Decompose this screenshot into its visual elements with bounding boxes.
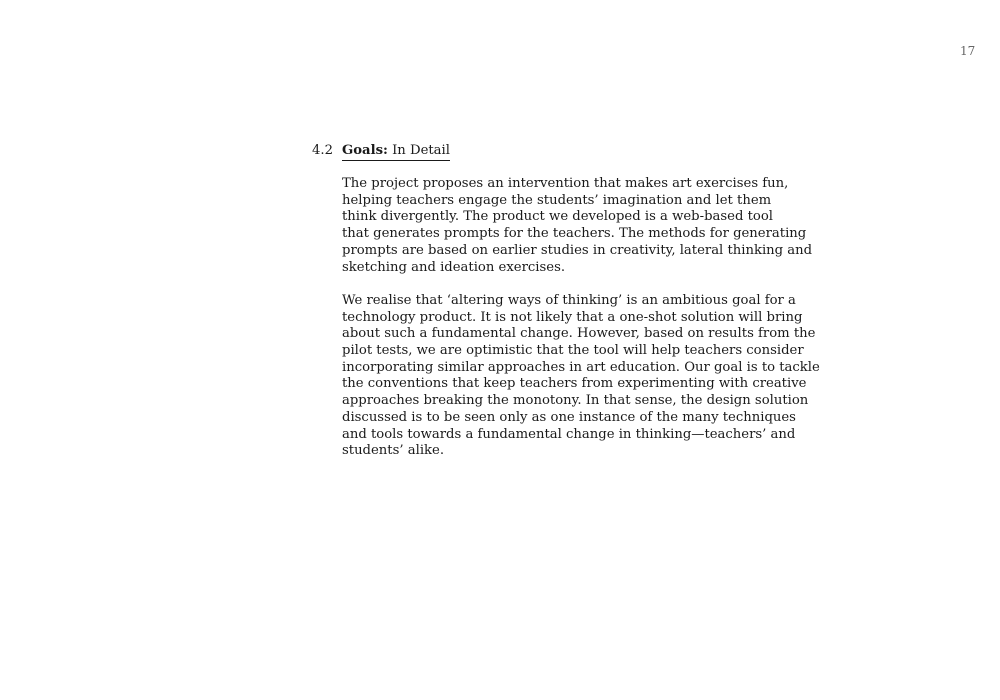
text-line: sketching and ideation exercises. — [342, 259, 566, 275]
text-line: approaches breaking the monotony. In that sense, the design solution — [342, 393, 809, 409]
text-line: incorporating similar approaches in art education. Our goal is to tackle — [342, 359, 820, 375]
page-number: 17 — [960, 44, 976, 58]
section-heading-title: In Detail — [387, 143, 450, 158]
paragraph-intro — [342, 176, 813, 276]
text-line: pilot tests, we are optimistic that the tool will help teachers consider — [342, 343, 804, 359]
text-line: think divergently. The product we developed is a web-based tool — [342, 209, 773, 225]
text-line: students’ alike. — [342, 443, 445, 459]
section-number: 4.2 — [312, 143, 333, 158]
text-line: We realise that ‘altering ways of thinking’ is an ambitious goal for a — [342, 292, 796, 308]
text-line: technology product. It is not likely that a one-shot solution will bring — [342, 309, 803, 325]
section-heading-label: Goals: — [342, 143, 388, 158]
section-heading — [342, 143, 450, 161]
text-line: prompts are based on earlier studies in creativity, lateral thinking and — [342, 242, 813, 258]
body-text — [342, 176, 820, 477]
text-line: helping teachers engage the students’ imagination and let them — [342, 192, 772, 208]
text-line: and tools towards a fundamental change in thinking—teachers’ and — [342, 426, 796, 442]
text-line: the conventions that keep teachers from experimenting with creative — [342, 376, 807, 392]
text-line: discussed is to be seen only as one instance of the many techniques — [342, 409, 796, 425]
text-line: that generates prompts for the teachers. The methods for generating — [342, 226, 807, 242]
text-line: The project proposes an intervention that makes art exercises fun, — [342, 176, 789, 191]
paragraph-goals — [342, 292, 820, 460]
text-line: about such a fundamental change. However, based on results from the — [342, 326, 816, 342]
